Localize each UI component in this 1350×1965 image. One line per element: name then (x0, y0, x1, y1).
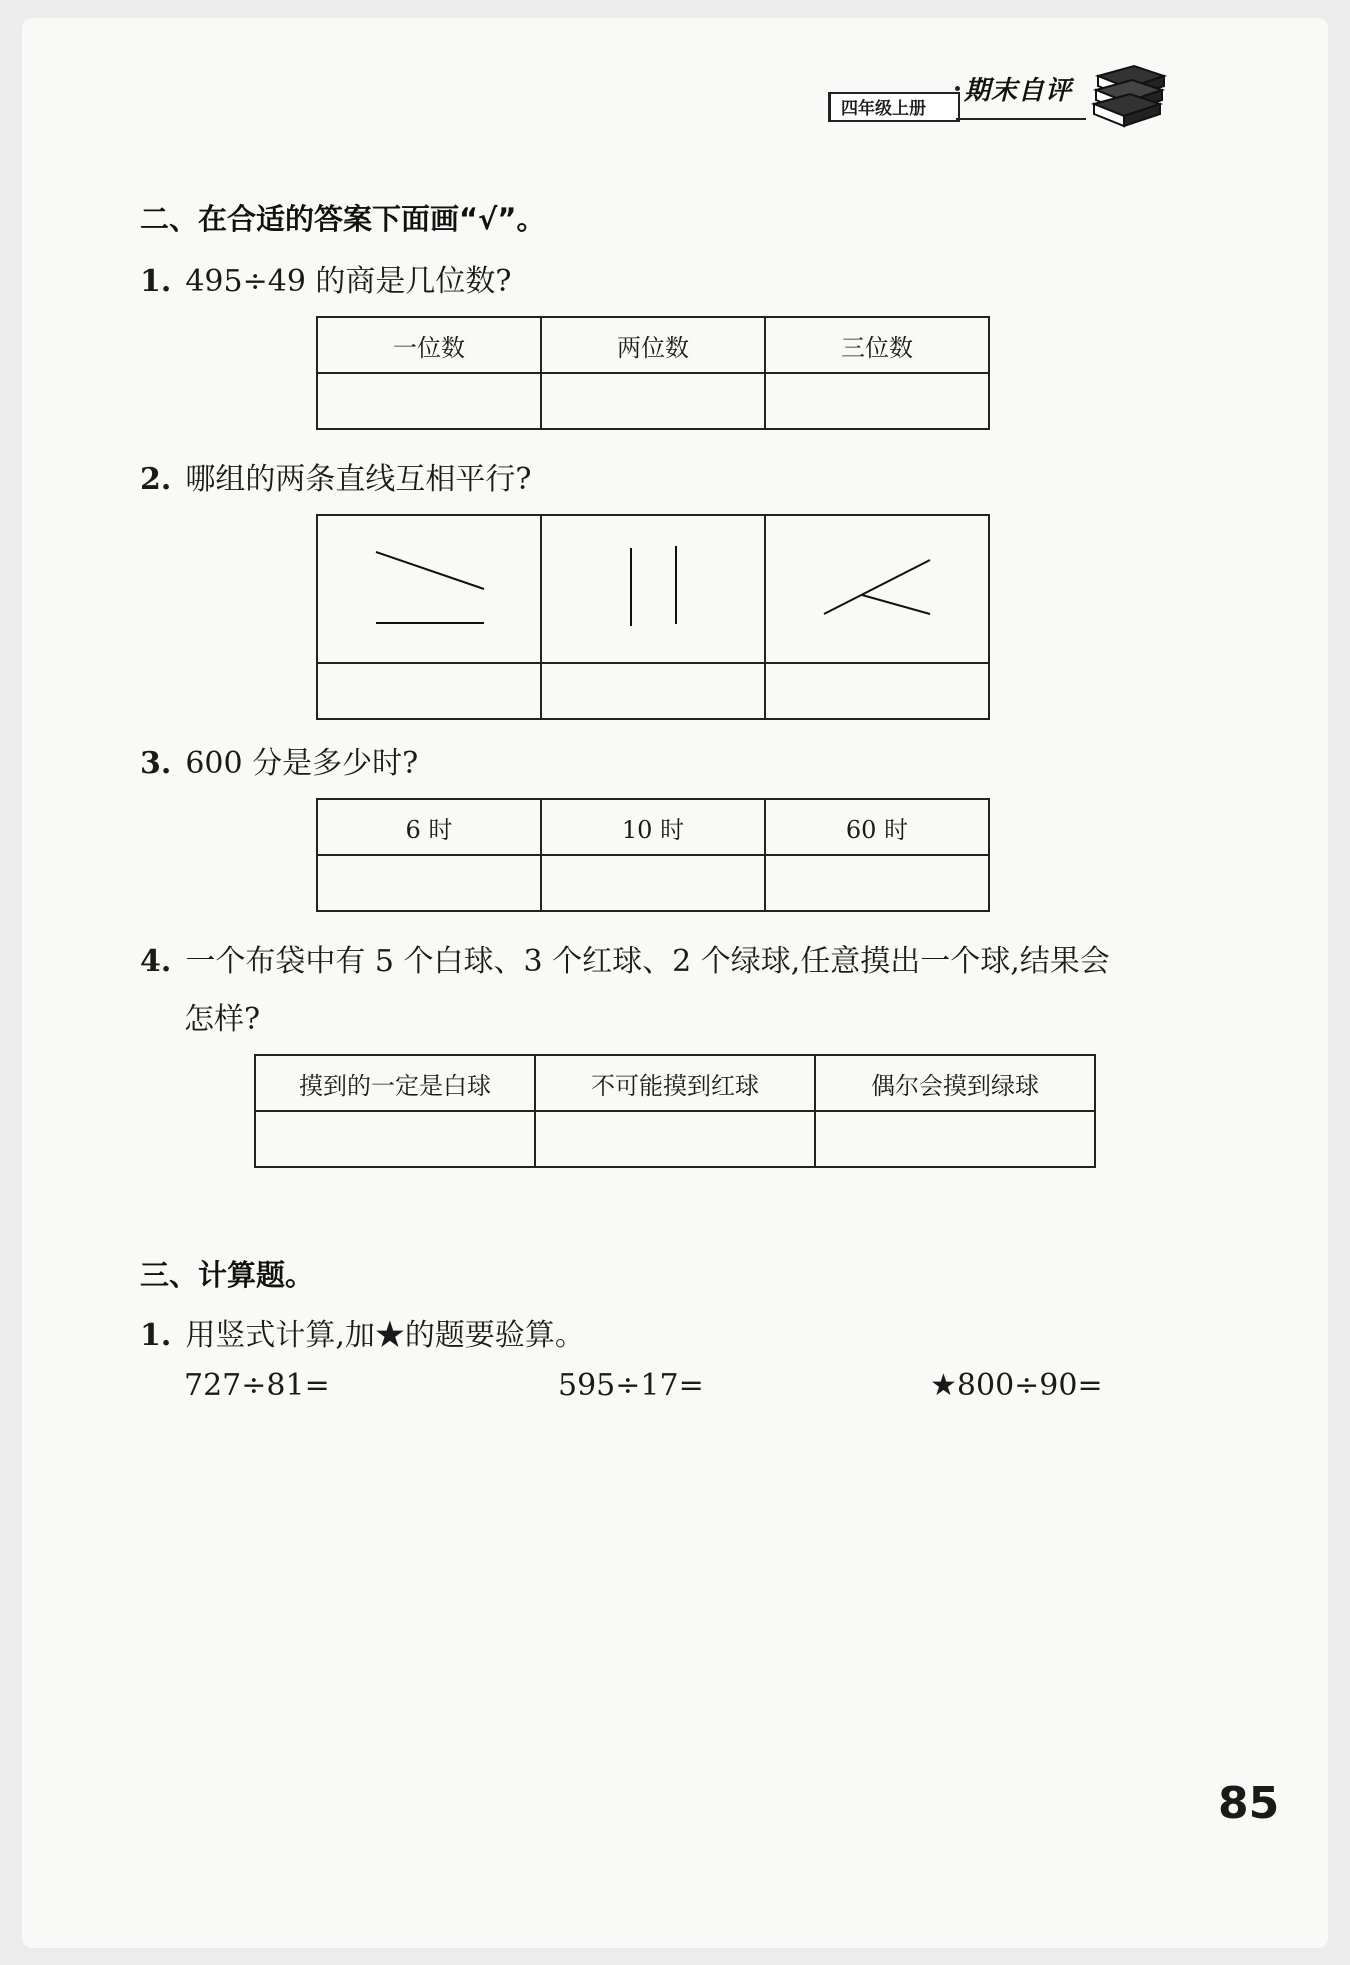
question-number: 2. (140, 462, 172, 497)
question-text: 用竖式计算,加★的题要验算。 (185, 1318, 585, 1353)
question-3 (140, 738, 418, 782)
question-number: 1. (140, 1318, 172, 1353)
answer-cell[interactable] (317, 663, 541, 719)
answer-table-2 (316, 514, 990, 720)
option-header: 两位数 (541, 317, 765, 373)
calc-question-1 (140, 1310, 585, 1354)
section-3-title: 三、计算题。 (140, 1258, 315, 1292)
section-2-title: 二、在合适的答案下面画“√”。 (140, 202, 546, 236)
angle-lines-icon (766, 516, 988, 656)
parallel-lines-icon (542, 516, 764, 656)
answer-table-1 (316, 316, 990, 430)
page (22, 18, 1328, 1948)
option-header: 摸到的一定是白球 (255, 1055, 535, 1111)
answer-cell[interactable] (541, 855, 765, 911)
page-number: 85 (1218, 1778, 1280, 1829)
answer-cell[interactable] (535, 1111, 815, 1167)
question-number: 3. (140, 746, 172, 781)
answer-table-3 (316, 798, 990, 912)
option-header: 不可能摸到红球 (535, 1055, 815, 1111)
grade-label: 四年级上册 (828, 92, 960, 122)
answer-cell[interactable] (541, 373, 765, 429)
option-figure (765, 515, 989, 663)
option-header: 10 时 (541, 799, 765, 855)
question-number: 4. (140, 944, 172, 979)
intersecting-lines-icon (318, 516, 540, 656)
answer-cell[interactable] (317, 373, 541, 429)
answer-cell[interactable] (317, 855, 541, 911)
option-header: 6 时 (317, 799, 541, 855)
question-1 (140, 256, 512, 300)
option-header: 一位数 (317, 317, 541, 373)
answer-cell[interactable] (765, 663, 989, 719)
calc-problem-2: 595÷17= (558, 1368, 704, 1403)
option-header: 偶尔会摸到绿球 (815, 1055, 1095, 1111)
answer-cell[interactable] (255, 1111, 535, 1167)
question-2 (140, 454, 531, 498)
answer-cell[interactable] (765, 855, 989, 911)
question-4 (140, 936, 1110, 980)
question-text: 哪组的两条直线互相平行? (185, 462, 532, 497)
option-figure (317, 515, 541, 663)
header-underline (956, 118, 1086, 120)
answer-cell[interactable] (765, 373, 989, 429)
answer-table-4 (254, 1054, 1096, 1168)
answer-cell[interactable] (541, 663, 765, 719)
option-header: 三位数 (765, 317, 989, 373)
books-icon (1090, 58, 1168, 130)
question-text: 495÷49 的商是几位数? (185, 264, 512, 299)
option-figure (541, 515, 765, 663)
calc-problem-3: ★800÷90= (930, 1368, 1103, 1403)
answer-cell[interactable] (815, 1111, 1095, 1167)
question-text-line2: 怎样? (184, 1002, 261, 1037)
calc-problem-1: 727÷81= (184, 1368, 330, 1403)
header-dot (955, 86, 960, 91)
question-text: 600 分是多少时? (185, 746, 419, 781)
question-number: 1. (140, 264, 172, 299)
header-title: 期末自评 (964, 76, 1073, 106)
question-text-line1: 一个布袋中有 5 个白球、3 个红球、2 个绿球,任意摸出一个球,结果会 (185, 944, 1110, 979)
option-header: 60 时 (765, 799, 989, 855)
